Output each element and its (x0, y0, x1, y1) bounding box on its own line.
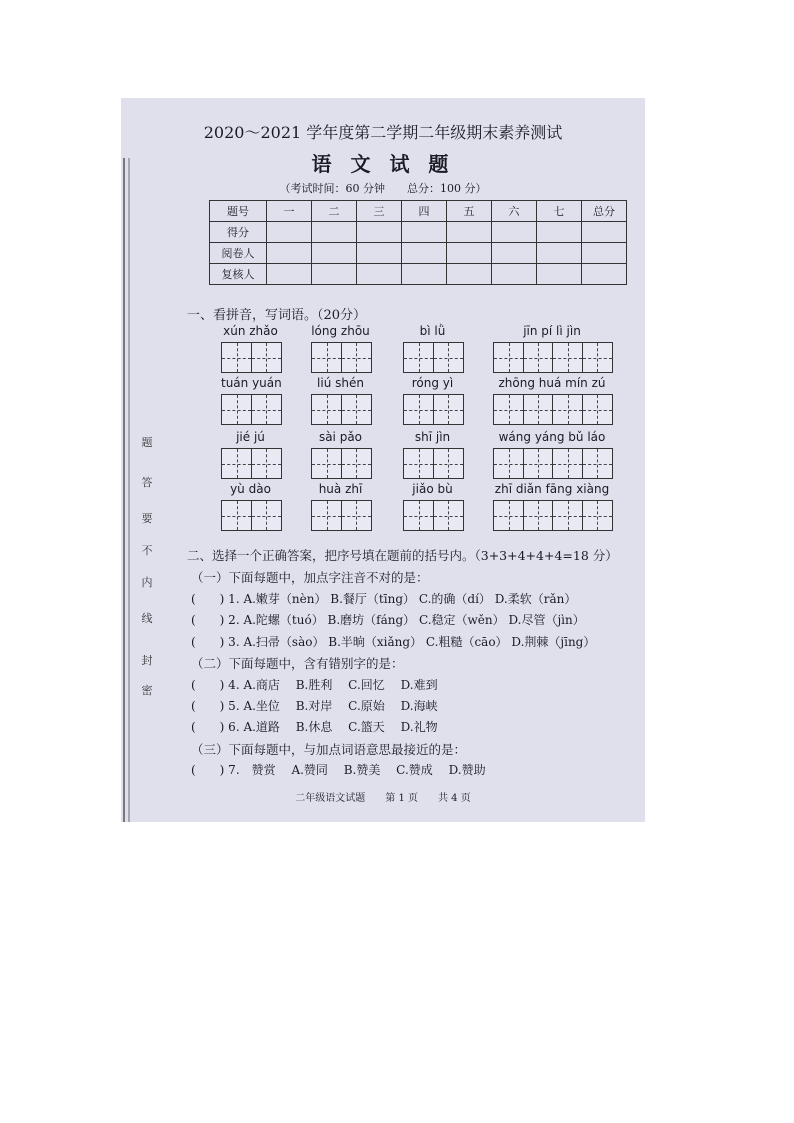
section2-part3: （三）下面每题中，与加点词语意思最接近的是： (191, 742, 467, 757)
writing-grid[interactable] (493, 394, 611, 425)
pinyin-group (221, 482, 280, 531)
score-cell[interactable] (492, 264, 537, 285)
score-header-cell: 题号 (210, 201, 267, 222)
pinyin-group (221, 324, 280, 373)
writing-grid[interactable] (493, 342, 611, 373)
score-cell[interactable] (492, 243, 537, 264)
writing-grid[interactable] (311, 500, 370, 531)
score-cell[interactable] (357, 222, 402, 243)
section2-heading: 二、选择一个正确答案，把序号填在题前的括号内。（3+3+4+4+4=18 分） (187, 548, 618, 563)
score-cell[interactable] (402, 264, 447, 285)
score-cell[interactable] (312, 222, 357, 243)
score-cell[interactable] (492, 222, 537, 243)
pinyin-group (311, 430, 370, 479)
score-cell[interactable] (447, 243, 492, 264)
score-cell[interactable] (267, 243, 312, 264)
pinyin-group (493, 376, 611, 425)
pinyin-label: zhōng huá mín zú (498, 376, 606, 390)
writing-grid[interactable] (221, 448, 280, 479)
score-cell[interactable] (537, 243, 582, 264)
score-cell[interactable] (447, 222, 492, 243)
pinyin-label: jīn pí lì jìn (523, 324, 581, 338)
score-cell[interactable] (582, 264, 627, 285)
writing-grid[interactable] (311, 448, 370, 479)
pinyin-group (311, 482, 370, 531)
exam-title: 2020～2021 学年度第二学期二年级期末素养测试 (203, 123, 563, 142)
question-5[interactable]: ( ) 5. A.坐位 B.对岸 C.原始 D.海峡 (191, 699, 438, 713)
score-cell[interactable] (447, 264, 492, 285)
score-header-cell: 五 (447, 201, 492, 222)
score-cell[interactable] (582, 243, 627, 264)
score-header-cell: 三 (357, 201, 402, 222)
binding-char: 密 (141, 684, 153, 697)
score-table-header-row (210, 201, 627, 222)
pinyin-label: shī jìn (414, 430, 451, 444)
score-cell[interactable] (267, 222, 312, 243)
score-cell[interactable] (537, 264, 582, 285)
score-header-cell: 总分 (582, 201, 627, 222)
binding-char: 要 (141, 512, 153, 525)
writing-grid[interactable] (403, 448, 462, 479)
page-footer: 二年级语文试题 第 1 页 共 4 页 (295, 793, 471, 804)
score-cell[interactable] (402, 222, 447, 243)
question-7[interactable]: ( ) 7. 赞赏 A.赞同 B.赞美 C.赞成 D.赞助 (191, 763, 486, 777)
binding-char: 封 (141, 654, 153, 667)
section1-heading: 一、看拼音，写词语。（20分） (187, 308, 367, 323)
score-header-cell: 一 (267, 201, 312, 222)
pinyin-label: róng yì (411, 376, 454, 390)
pinyin-label: huà zhī (318, 482, 363, 496)
question-4[interactable]: ( ) 4. A.商店 B.胜利 C.回忆 D.难到 (191, 678, 438, 692)
score-row (210, 222, 627, 243)
question-6[interactable]: ( ) 6. A.道路 B.休息 C.篮天 D.礼物 (191, 720, 438, 734)
pinyin-label: lóng zhōu (311, 324, 370, 338)
score-cell[interactable] (582, 222, 627, 243)
score-header-cell: 四 (402, 201, 447, 222)
writing-grid[interactable] (403, 500, 462, 531)
section2-part1: （一）下面每题中，加点字注音不对的是： (191, 570, 429, 585)
score-cell[interactable] (312, 264, 357, 285)
score-row (210, 264, 627, 285)
pinyin-group (493, 324, 611, 373)
score-cell[interactable] (402, 243, 447, 264)
writing-grid[interactable] (221, 394, 282, 425)
question-1[interactable]: ( ) 1. A.嫩芽（nèn） B.餐厅（tīng） C.的确（dí） D.柔软（rǎn） (191, 592, 577, 606)
pinyin-label: yù dào (230, 482, 271, 496)
score-cell[interactable] (357, 264, 402, 285)
score-table (209, 200, 627, 285)
score-row-label: 阅卷人 (210, 243, 267, 264)
score-row (210, 243, 627, 264)
section2-part2: （二）下面每题中，含有错别字的是： (191, 656, 404, 671)
pinyin-group (403, 482, 462, 531)
exam-paper (121, 98, 645, 822)
pinyin-label: zhī diǎn fāng xiàng (494, 482, 610, 496)
question-3[interactable]: ( ) 3. A.扫帚（sào） B.半晌（xiǎng） C.粗糙（cāo） D.荆棘（jīng） (191, 635, 596, 649)
pinyin-label: jié jú (236, 430, 265, 444)
pinyin-group (311, 376, 370, 425)
question-2[interactable]: ( ) 2. A.陀螺（tuó） B.磨坊（fáng） C.稳定（wěn） D.尽管（jìn） (191, 613, 585, 627)
pinyin-group (493, 430, 611, 479)
pinyin-label: wáng yáng bǔ láo (498, 430, 606, 444)
pinyin-group (221, 376, 282, 425)
writing-grid[interactable] (493, 500, 611, 531)
binding-char: 答 (141, 476, 153, 489)
score-row-label: 复核人 (210, 264, 267, 285)
binding-char: 内 (141, 576, 153, 589)
score-row-label: 得分 (210, 222, 267, 243)
pinyin-label: tuán yuán (221, 376, 282, 390)
exam-meta: （考试时间：60 分钟 总分：100 分） (279, 182, 487, 195)
pinyin-label: sài pǎo (318, 430, 363, 444)
pinyin-group (403, 324, 462, 373)
score-header-cell: 二 (312, 201, 357, 222)
subject-title: 语 文 试 题 (311, 152, 455, 176)
score-header-cell: 六 (492, 201, 537, 222)
writing-grid[interactable] (311, 342, 370, 373)
pinyin-label: bì lǜ (419, 324, 446, 338)
pinyin-group (403, 430, 462, 479)
binding-char: 不 (141, 544, 153, 557)
writing-grid[interactable] (403, 342, 462, 373)
binding-margin-line (121, 98, 135, 822)
binding-instruction (137, 434, 157, 724)
pinyin-group (403, 376, 462, 425)
writing-grid[interactable] (221, 500, 280, 531)
score-header-cell: 七 (537, 201, 582, 222)
writing-grid[interactable] (311, 394, 370, 425)
writing-grid[interactable] (493, 448, 611, 479)
pinyin-label: jiǎo bù (412, 482, 453, 496)
writing-grid[interactable] (221, 342, 280, 373)
pinyin-label: xún zhǎo (223, 324, 278, 338)
score-cell[interactable] (267, 264, 312, 285)
pinyin-group (493, 482, 611, 531)
score-cell[interactable] (312, 243, 357, 264)
binding-char: 线 (141, 612, 153, 625)
binding-char: 题 (141, 436, 153, 449)
pinyin-group (221, 430, 280, 479)
pinyin-group (311, 324, 370, 373)
writing-grid[interactable] (403, 394, 462, 425)
pinyin-label: liú shén (317, 376, 364, 390)
score-cell[interactable] (537, 222, 582, 243)
score-cell[interactable] (357, 243, 402, 264)
